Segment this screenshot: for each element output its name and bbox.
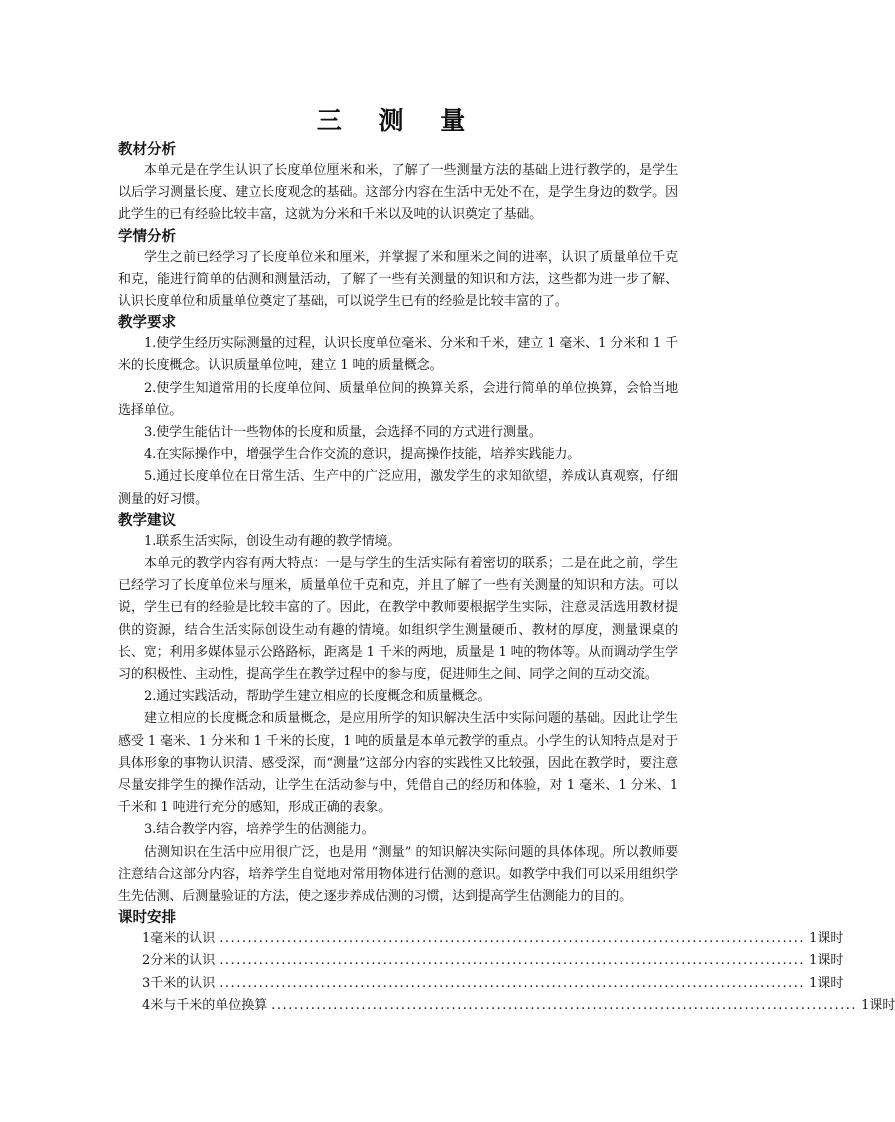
lesson-title: 分米的认识	[150, 953, 216, 969]
lesson-number: 2	[142, 953, 151, 969]
section-heading-schedule: 课时安排	[118, 910, 176, 927]
requirement-item: 2.使学生知道常用的长度单位间、质量单位间的换算关系，会进行简单的单位换算，会恰当地选择单位。	[118, 380, 678, 418]
requirement-item: 5.通过长度单位在日常生活、生产中的广泛应用，激发学生的求知欲望，养成认真观察，仔细测量的好习惯。	[118, 469, 678, 507]
lesson-hours: 1课时	[809, 975, 844, 991]
schedule-row	[142, 995, 895, 1017]
schedule-list	[142, 928, 895, 1017]
paragraph: 本单元的教学内容有两大特点：一是与学生的生活实际有着密切的联系；二是在此之前，学生已经学习了长度单位米与厘米，质量单位千克和克，并且了解了一些有关测量的知识和方法。可以说，学生已有的经验是比较丰富的了。因此，在教学中教师要根据学生实际，注意灵活选用教材提供的资源，结合生活实际创设生动有趣的情境。如组织学生测量硬币、教材的厚度，测量课桌的长、宽；利用多媒体显示公路路标，距离是 1 千米的两地，质量是 1 吨的物体等。从而调动学生学习的积极性、主动性，提高学生在教学过程中的参与度，促进师生之间、同学之间的互动交流。	[118, 556, 678, 683]
requirement-item: 4.在实际操作中，增强学生合作交流的意识，提高操作技能，培养实践能力。	[144, 447, 581, 463]
section-heading-suggestions: 教学建议	[118, 512, 176, 529]
requirement-item: 1.使学生经历实际测量的过程，认识长度单位毫米、分米和千米，建立 1 毫米、1 分米和 1 千米的长度概念。认识质量单位吨，建立 1 吨的质量概念。	[118, 336, 678, 374]
leader-dots: ........................................................................................................	[271, 997, 858, 1013]
schedule-row	[142, 973, 844, 995]
lesson-number: 3	[142, 975, 151, 991]
leader-dots: ........................................................................................................	[219, 953, 806, 969]
suggestion-subheading: 3.结合教学内容，培养学生的估测能力。	[144, 822, 375, 838]
lesson-hours: 1课时	[809, 931, 844, 947]
document-page	[118, 104, 895, 1017]
paragraph: 本单元是在学生认识了长度单位厘米和米，了解了一些测量方法的基础上进行教学的，是学生以后学习测量长度、建立长度观念的基础。这部分内容在生活中无处不在，是学生身边的数学。因此学生的已有经验比较丰富，这就为分米和千米以及吨的认识奠定了基础。	[118, 163, 678, 223]
page-title: 三 测 量	[316, 106, 480, 135]
lesson-hours: 1课时	[809, 953, 844, 969]
suggestion-subheading: 2.通过实践活动，帮助学生建立相应的长度概念和质量概念。	[144, 689, 491, 705]
schedule-row	[142, 950, 844, 972]
paragraph: 估测知识在生活中应用很广泛，也是用 “测量” 的知识解决实际问题的具体体现。所以教师要注意结合这部分内容，培养学生自觉地对常用物体进行估测的意识。如教学中我们可以采用组织学生先估测、后测量验证的方法，使之逐步养成估测的习惯，达到提高学生估测能力的目的。	[118, 844, 678, 905]
leader-dots: ........................................................................................................	[219, 931, 806, 947]
lesson-hours: 1课时	[861, 997, 895, 1013]
lesson-title: 毫米的认识	[150, 931, 216, 947]
section-heading-analysis: 教材分析	[118, 142, 176, 158]
leader-dots: ........................................................................................................	[219, 975, 806, 991]
lesson-title: 千米的认识	[150, 975, 216, 991]
paragraph: 学生之前已经学习了长度单位米和厘米，并掌握了米和厘米之间的进率，认识了质量单位千克和克，能进行简单的估测和测量活动，了解了一些有关测量的知识和方法，这些都为进一步了解、认识长度单位和质量单位奠定了基础，可以说学生已有的经验是比较丰富的了。	[118, 249, 678, 310]
section-heading-learning: 学情分析	[118, 228, 176, 245]
paragraph: 建立相应的长度概念和质量概念，是应用所学的知识解决生活中实际问题的基础。因此让学生感受 1 毫米、1 分米和 1 千米的长度，1 吨的质量是本单元教学的重点。小学生的认知特点是对于具体形象的事物认识清、感受深，而“测量”这部分内容的实践性又比较强，因此在教学时，要注意尽量安排学生的操作活动，让学生在活动参与中，凭借自己的经历和体验，对 1 毫米、1 分米、1 千米和 1 吨进行充分的感知，形成正确的表象。	[118, 711, 678, 816]
section-heading-requirements: 教学要求	[118, 315, 176, 332]
requirement-item: 3.使学生能估计一些物体的长度和质量，会选择不同的方式进行测量。	[144, 425, 542, 441]
lesson-number: 4	[142, 997, 151, 1013]
schedule-row	[142, 928, 844, 950]
lesson-title: 米与千米的单位换算	[150, 997, 268, 1013]
suggestion-subheading: 1.联系生活实际，创设生动有趣的教学情境。	[144, 533, 401, 549]
lesson-number: 1	[142, 931, 151, 947]
